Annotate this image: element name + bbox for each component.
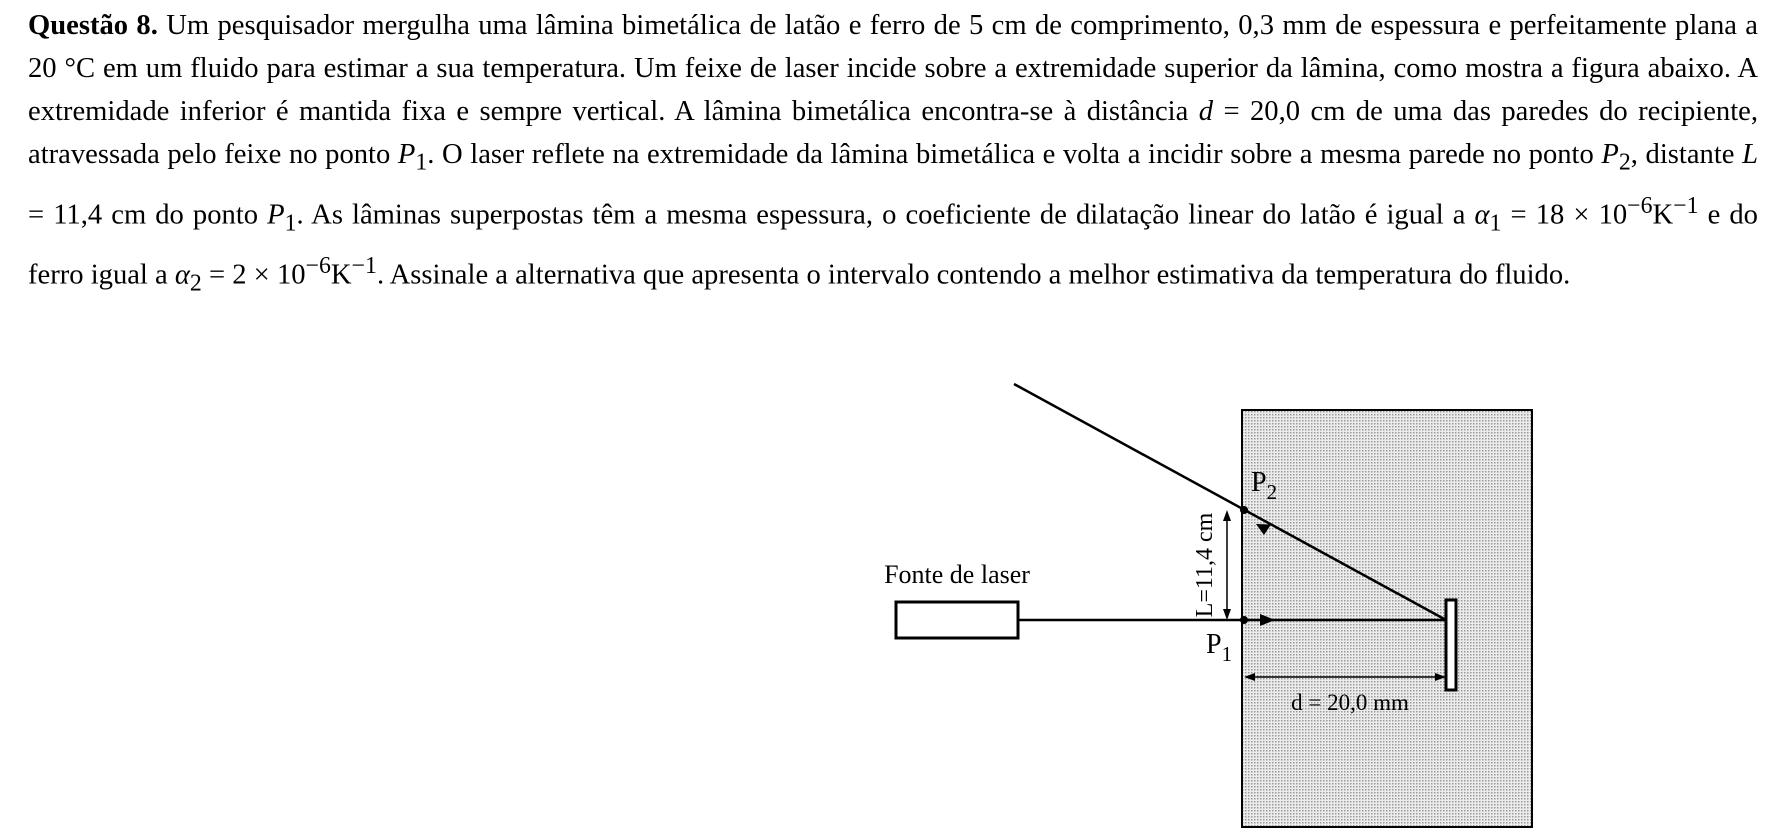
var-alpha1: α — [1474, 199, 1490, 231]
L-arrow-top-icon — [1223, 510, 1231, 521]
point-p2 — [1240, 506, 1248, 514]
question-seg7: e do ferro igual a — [28, 199, 1758, 291]
question-seg2: de uma das paredes do recipiente, atravessada pelo feixe no ponto — [28, 96, 1758, 170]
exp-alpha2: −6 — [305, 252, 331, 279]
var-p1-second: P — [267, 199, 285, 231]
unit-K1: K — [1652, 199, 1674, 231]
var-d: d — [1198, 96, 1214, 127]
question-seg6: . As lâminas superpostas têm a mesma espessura, o coeficiente de dilatação linear do latão é igual a — [296, 199, 1475, 231]
question-seg8: . Assinale a alternativa que apresenta o intervalo contendo a melhor estimativa da temperatura do fluido. — [376, 259, 1571, 291]
exp-alpha1: −6 — [1627, 192, 1653, 219]
var-p1: P — [397, 139, 416, 170]
kexp-1: −1 — [1673, 192, 1699, 219]
question-seg1: Um pesquisador mergulha uma lâmina bimetálica de latão e ferro de 5 cm de comprimento, 0,3 mm de espessura e perfeitamente plana a 20 °C em um fluido para estimar a sua temperatura. Um feixe de laser incide sobre a extremidade superior da lâmina, como mostra a figura abaixo. A extremidade inferior é mantida fixa e sempre vertical. A lâmina bimetálica encontra-se à distância — [28, 10, 1759, 127]
kexp-2: −1 — [351, 252, 377, 279]
p1-letter: P — [1206, 629, 1222, 660]
p2-letter: P — [1251, 467, 1267, 498]
eq-L: = 11,4 cm — [28, 199, 147, 231]
p2-subscript: 2 — [1266, 480, 1278, 504]
sub-p2: 2 — [1618, 149, 1631, 176]
var-alpha2: α — [174, 259, 190, 291]
var-L: L — [1742, 139, 1758, 170]
p1-subscript: 1 — [1221, 642, 1233, 666]
eq-d: = 20,0 cm — [1213, 96, 1346, 127]
question-seg5: do ponto — [146, 199, 268, 231]
fluid-container — [1242, 410, 1532, 827]
eq-alpha2: = 2 × 10 — [201, 259, 306, 291]
sub-p1: 1 — [415, 149, 428, 176]
p1-label — [1206, 629, 1232, 666]
question-label: Questão 8. — [28, 10, 158, 41]
bimetallic-strip — [1446, 600, 1456, 690]
unit-K2: K — [330, 259, 352, 291]
sub-alpha2: 2 — [189, 270, 202, 297]
d-dimension-label: d = 20,0 mm — [1291, 690, 1409, 715]
L-arrow-bottom-icon — [1223, 609, 1231, 620]
var-p2: P — [1601, 139, 1619, 170]
question-seg3: . O laser reflete na extremidade da lâmina bimetálica e volta a incidir sobre a mesma parede no ponto — [427, 139, 1602, 170]
laser-source-box — [896, 602, 1018, 638]
sub-alpha1: 1 — [1489, 209, 1502, 236]
sub-p1-second: 1 — [284, 209, 297, 236]
eq-alpha1: = 18 × 10 — [1501, 199, 1628, 231]
point-p1 — [1240, 616, 1248, 624]
question-seg4: , distante — [1630, 139, 1743, 170]
L-dimension-label: L=11,4 cm — [1192, 512, 1218, 618]
laser-source-label: Fonte de laser — [884, 560, 1030, 589]
